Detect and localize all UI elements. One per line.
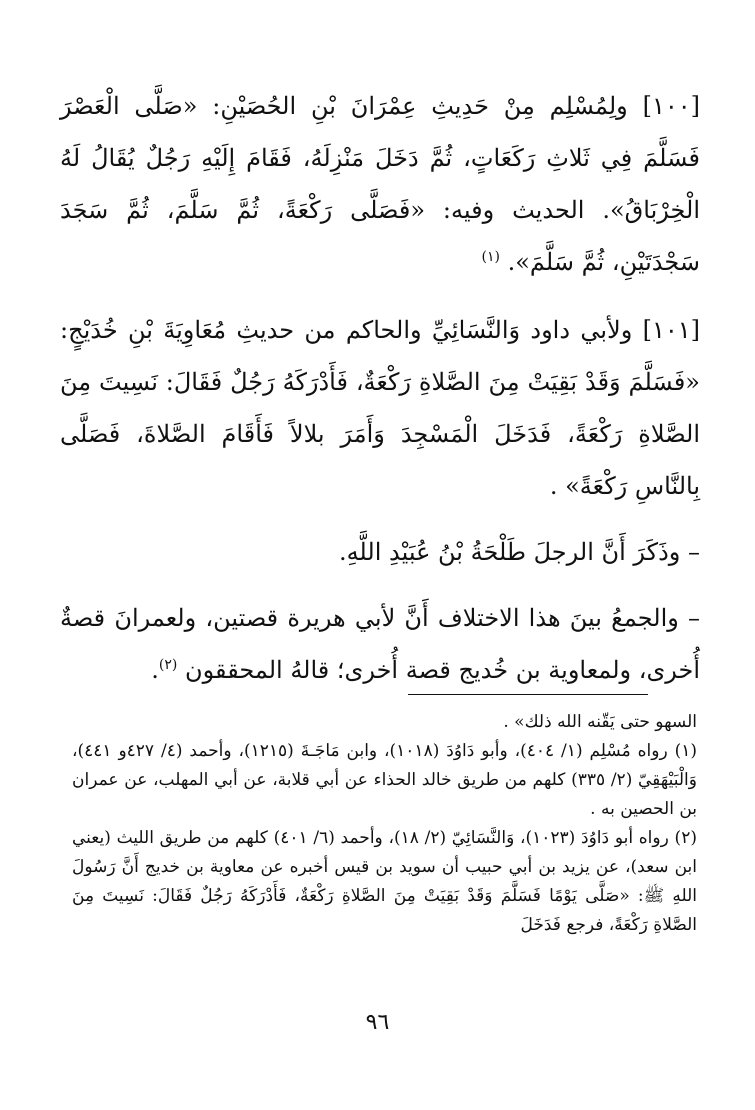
- paragraph-100: [60, 80, 700, 288]
- note-reconciliation-end: .: [151, 656, 159, 684]
- paragraph-101: [60, 304, 700, 512]
- footnote-ref-1: (١): [481, 249, 500, 265]
- page-number: ٩٦: [365, 1010, 390, 1035]
- footnote-2: (٢) رواه أبو دَاوُدَ (١٠٢٣)، وَالنَّسَائِيّ (٢/ ١٨)، وأحمد (٦/ ٤٠١) كلهم من طريق الليث (يعني ابن سعد)، عن يزيد بن أبي حبيب أن سويد بن قيس أخبره عن معاوية بن خديج أَنَّ رَسُولَ اللهِ ﷺ: «صَلَّى يَوْمًا فَسَلَّمَ وَقَدْ بَقِيَتْ مِنَ الصَّلاةِ رَكْعَةٌ، فَأَدْرَكَهُ رَجُلٌ فَقَالَ: نَسِيتَ مِنَ الصَّلاةِ رَكْعَةً، فرجع فَدَخَلَ: [72, 828, 697, 935]
- paragraph-101-text: [١٠١] ولأبي داود وَالنَّسَائِيِّ والحاكم من حديثِ مُعَاوِيَةَ بْنِ خُدَيْجٍ: «فَسَلَّمَ وَقَدْ بَقِيَتْ مِنَ الصَّلاةِ رَكْعَةٌ، فَأَدْرَكَهُ رَجُلٌ فَقَالَ: نَسِيتَ مِنَ الصَّلاةِ رَكْعَةً، فَدَخَلَ الْمَسْجِدَ وَأَمَرَ بلالاً فَأَقَامَ الصَّلاةَ، فَصَلَّى بِالنَّاسِ رَكْعَةً» .: [60, 316, 700, 500]
- footnotes-section: [72, 708, 697, 940]
- main-text: [60, 80, 700, 696]
- footnote-separator: [408, 694, 648, 695]
- footnote-carryover: السهو حتى يَقّنه الله ذلك» .: [503, 712, 697, 732]
- footnote-1: (١) رواه مُسْلِم (١/ ٤٠٤)، وأبو دَاوُدَ (١٠١٨)، وابن مَاجَـةَ (١٢١٥)، وأحمد (٤/ ٤٢٧و ٤٤١)، وَالْبَيْهَقِيّ (٢/ ٣٣٥) كلهم من طريق خالد الحذاء عن أبي قلابة، عن أبي المهلب، عن عمران بن الحصين به .: [72, 741, 697, 819]
- note-man-text: – وذَكَرَ أَنَّ الرجلَ طَلْحَةُ بْنُ عُبَيْدِ اللَّهِ.: [338, 538, 700, 566]
- paragraph-100-text: [١٠٠] ولِمُسْلِم مِنْ حَدِيثِ عِمْرَانَ بْنِ الحُصَيْنِ: «صَلَّى الْعَصْرَ فَسَلَّمَ فِي ثَلاثِ رَكَعَاتٍ، ثُمَّ دَخَلَ مَنْزِلَهُ، فَقَامَ إِلَيْهِ رَجُلٌ يُقَالُ لَهُ الْخِرْبَاقُ». الحديث وفيه: «فَصَلَّى رَكْعَةً، ثُمَّ سَلَّمَ، ثُمَّ سَجَدَ سَجْدَتَيْنِ، ثُمَّ سَلَّمَ».: [60, 92, 700, 276]
- footnote-ref-2: (٢): [158, 657, 178, 673]
- note-reconciliation: [60, 592, 700, 696]
- note-man-identity: [60, 526, 700, 578]
- note-reconciliation-text: – والجمعُ بينَ هذا الاختلاف أَنَّ لأبي هريرة قصتين، ولعمرانَ قصةٌ أُخرى، ولمعاوية بن خُديج قصة أُخرى؛ قالهُ المحققون: [60, 604, 700, 684]
